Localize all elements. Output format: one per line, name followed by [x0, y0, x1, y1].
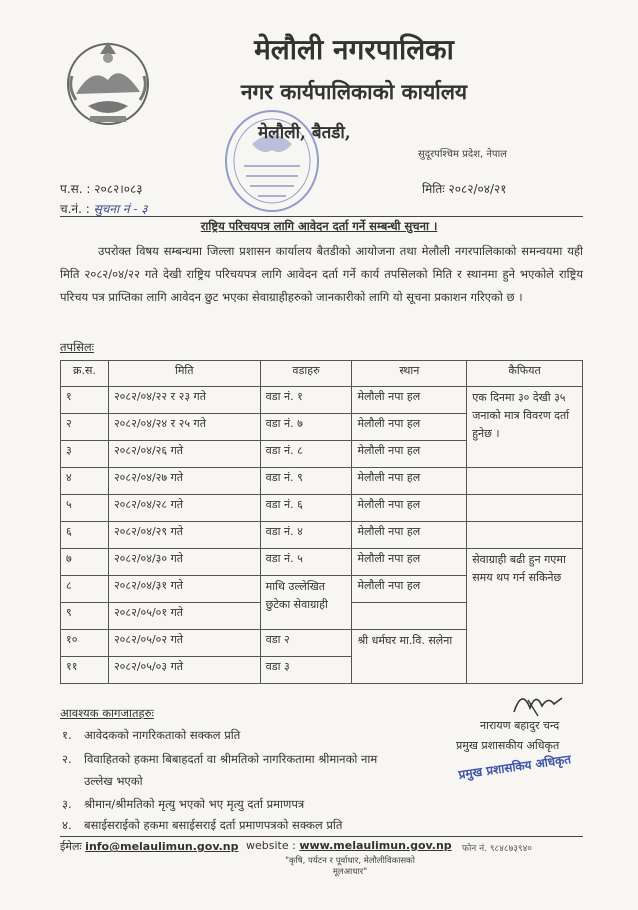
table-header-row [61, 361, 583, 387]
table-row: ९ २०८२/०५/०१ गते [61, 603, 583, 630]
remark-cell-1: एक दिनमा ३० देखी ३५ जनाको मात्र विवरण दर्ता हुनेछ । [467, 387, 583, 468]
header-ward: वडाहरु [260, 361, 352, 387]
notice-body: उपरोक्त विषय सम्बन्धमा जिल्ला प्रशासन कार्यालय बैतडीको आयोजना तथा मेलौली नगरपालिकाको समन्वयमा यही मिति २०८२/०४/२२ गते देखी राष्ट्रिय परिचयपत्र लागि आवेदन दर्ता गर्ने कार्य तपसिलको मिति र स्थानमा हुने भएकोले राष्ट्रिय परिचय पत्र प्राप्तिका लागि आवेदन छुट भएका सेवाग्राहीहरुको जानकारीको लागि यो सूचना प्रकाशन गरिएको छ । [60, 244, 583, 304]
signer-role: प्रमुख प्रशासकीय अधिकृत [456, 739, 560, 752]
signer-name: नारायण बहादुर चन्द [480, 719, 560, 732]
table-caption: तपसिलः [60, 340, 94, 354]
province-text: सुदूरपश्चिम प्रदेश, नेपाल [418, 149, 507, 160]
table-row: ११ २०८२/०५/०३ गते वडा ३ [61, 657, 583, 684]
notice-date: मितिः २०८२/०४/२१ [422, 182, 507, 196]
header-remark: कैफियत [467, 361, 583, 387]
header-date: मिति [108, 361, 260, 387]
header-sn: क्र.स. [61, 361, 109, 387]
table-row: ७ २०८२/०४/३० गते वडा नं. ५ मेलौली नपा हल सेवाग्राही बढी हुन गएमा समय थप गर्न सकिनेछ [61, 549, 583, 576]
patra-sankhya: प.स. : २०८२।०८३ [60, 182, 143, 196]
office-title: नगर कार्यपालिकाको कार्यालय [240, 79, 468, 104]
footer-divider [60, 836, 583, 837]
chalani-number: च.नं. : सुचना नं - ३ [60, 202, 148, 216]
notice-subject: राष्ट्रिय परिचयपत्र लागि आवेदन दर्ता गर्ने सम्बन्धी सुचना । [200, 219, 438, 233]
table-row: २ २०८२/०४/२४ र २५ गते वडा नं. ७ मेलौली नपा हल [61, 414, 583, 441]
website-link[interactable]: www.melaulimun.gov.np [299, 839, 452, 852]
requirement-item: २. विवाहितको हकमा बिबाहदर्ता वा श्रीमतिको नागरिकतामा श्रीमानको नाम [62, 752, 378, 766]
remark-cell-2: सेवाग्राही बढी हुन गएमा समय थप गर्न सकिनेछ [467, 549, 583, 684]
footer-slogan: "कृषि, पर्यटन र पूर्वाधार, मेलौलीविकासको मूलआधार" [285, 856, 415, 877]
footer-phone: फोन नं. ९८४८७३९४० [462, 844, 532, 854]
office-address: मेलौली, बैतडी, [258, 123, 351, 143]
schedule-table [60, 360, 583, 684]
table-row: ८ २०८२/०४/३१ गते माथि उल्लेखित छुटेका सेवाग्राही मेलौली नपा हल [61, 576, 583, 603]
signature-icon [508, 682, 568, 722]
requirement-item: ४. बसाईसराईको हकमा बसाईसराई दर्ता प्रमाणपत्रको सक्कल प्रति [62, 818, 343, 832]
requirement-item: १. आवेदकको नागरिकताको सक्कल प्रति [62, 728, 241, 742]
header-place: स्थान [352, 361, 467, 387]
signature-stamp: प्रमुख प्रशासकिय अधिकृत [457, 752, 572, 782]
email-link[interactable]: info@melaulimun.gov.np [85, 840, 239, 853]
table-row: ६ २०८२/०४/२९ गते वडा नं. ४ मेलौली नपा हल [61, 522, 583, 549]
table-row: १० २०८२/०५/०२ गते वडा २ श्री धर्मघर मा.वि. सलेना [61, 630, 583, 657]
table-row: ४ २०८२/०४/२७ गते वडा नं. ९ मेलौली नपा हल [61, 468, 583, 495]
table-row: ३ २०८२/०४/२६ गते वडा नं. ८ मेलौली नपा हल [61, 441, 583, 468]
requirement-item: उल्लेख भएको [84, 774, 143, 788]
footer-website: website : www.melaulimun.gov.np [246, 839, 452, 852]
header-divider [60, 216, 583, 217]
table-row: ५ २०८२/०४/२८ गते वडा नं. ६ मेलौली नपा हल [61, 495, 583, 522]
table-row: १ २०८२/०४/२२ र २३ गते वडा नं. १ मेलौली नपा हल एक दिनमा ३० देखी ३५ जनाको मात्र विवरण दर्ता हुनेछ । [61, 387, 583, 414]
municipality-title: मेलौली नगरपालिका [254, 33, 454, 66]
footer-email: ईमेलः info@melaulimun.gov.np [60, 840, 239, 853]
requirements-heading: आवश्यक कागजातहरुः [60, 706, 154, 720]
requirement-item: ३. श्रीमान/श्रीमतिको मृत्यु भएको भए मृत्यु दर्ता प्रमाणपत्र [62, 797, 305, 811]
